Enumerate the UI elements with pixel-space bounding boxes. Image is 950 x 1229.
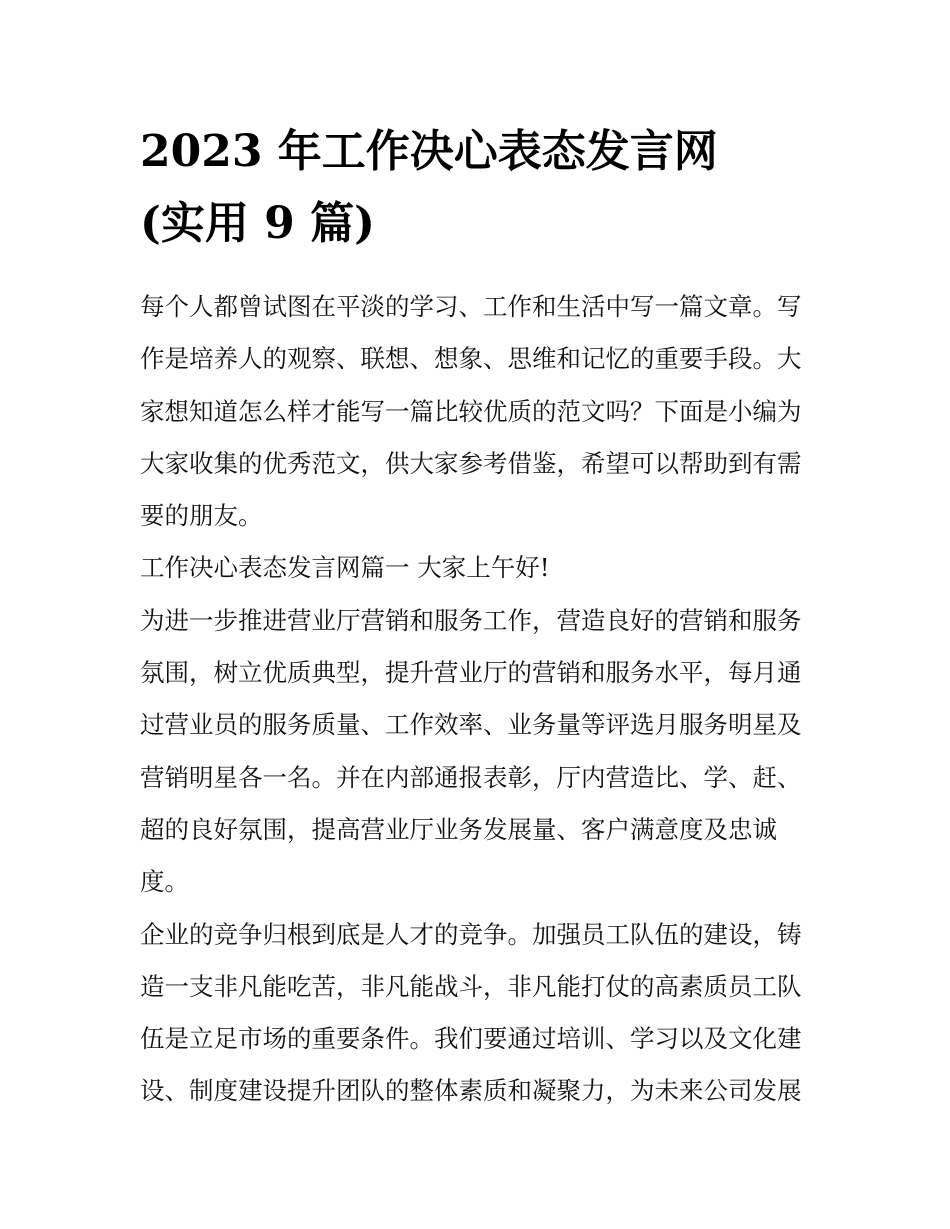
page-title xyxy=(140,116,820,260)
body-line: 过营业员的服务质量、工作效率、业务量等评选月服务明星及 xyxy=(140,710,802,740)
body-text xyxy=(140,281,820,1118)
body-line: 营销明星各一名。并在内部通报表彰，厅内营造比、学、赶、 xyxy=(140,762,802,792)
body-line: 要的朋友。 xyxy=(140,501,263,531)
body-line: 伍是立足市场的重要条件。我们要通过培训、学习以及文化建 xyxy=(140,1024,802,1054)
body-line: 设、制度建设提升团队的整体素质和凝聚力，为未来公司发展 xyxy=(140,1076,802,1106)
title-line: (实用 9 篇) xyxy=(140,198,375,249)
body-line: 为进一步推进营业厅营销和服务工作，营造良好的营销和服务 xyxy=(140,605,802,635)
body-line: 大家收集的优秀范文，供大家参考借鉴，希望可以帮助到有需 xyxy=(140,448,802,478)
title-line: 2023 年工作决心表态发言网 xyxy=(140,126,718,177)
section-heading-line: 工作决心表态发言网篇一 大家上午好! xyxy=(140,553,550,583)
body-line: 每个人都曾试图在平淡的学习、工作和生活中写一篇文章。写 xyxy=(140,292,802,321)
body-line: 企业的竞争归根到底是人才的竞争。加强员工队伍的建设，铸 xyxy=(140,919,802,949)
body-line: 氛围，树立优质典型，提升营业厅的营销和服务水平，每月通 xyxy=(140,658,802,688)
body-line: 家想知道怎么样才能写一篇比较优质的范文吗？下面是小编为 xyxy=(140,396,802,426)
body-line: 造一支非凡能吃苦，非凡能战斗，非凡能打仗的高素质员工队 xyxy=(140,971,802,1001)
body-line: 作是培养人的观察、联想、想象、思维和记忆的重要手段。大 xyxy=(140,344,802,374)
body-line: 超的良好氛围，提高营业厅业务发展量、客户满意度及忠诚 xyxy=(140,814,777,844)
body-line: 度。 xyxy=(140,867,189,897)
